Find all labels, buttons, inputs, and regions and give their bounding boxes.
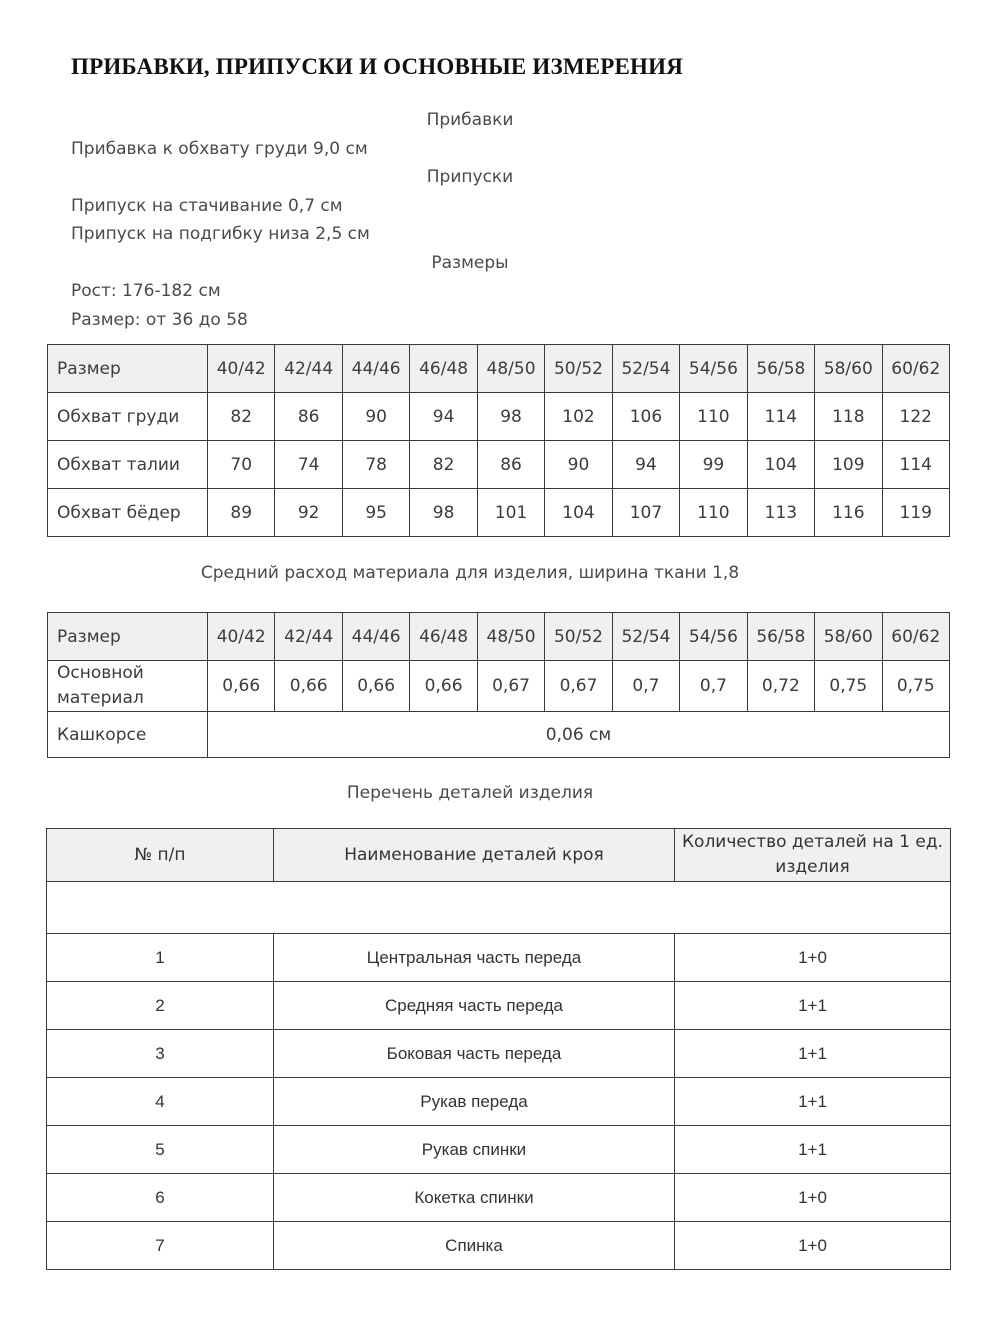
row-label: Обхват бёдер	[48, 489, 208, 537]
size-header-cell: 52/54	[612, 613, 679, 661]
table-row	[47, 1030, 951, 1078]
allowances-heading: Прибавки	[426, 110, 514, 130]
size-header-label: Размер	[48, 345, 208, 393]
table-cell: 86	[477, 441, 544, 489]
table-cell: 104	[545, 489, 612, 537]
table-cell: 102	[545, 393, 612, 441]
table-cell: 122	[882, 393, 949, 441]
table-cell: 113	[747, 489, 814, 537]
row-label: Основной материал	[48, 661, 208, 712]
part-name: Кокетка спинки	[274, 1174, 675, 1222]
table-cell: 94	[410, 393, 477, 441]
part-number: 7	[47, 1222, 274, 1270]
part-number: 3	[47, 1030, 274, 1078]
part-quantity: 1+1	[675, 1030, 951, 1078]
table-row	[47, 1222, 951, 1270]
kashkorse-row	[48, 712, 950, 758]
table-cell: 94	[612, 441, 679, 489]
col-header-name: Наименование деталей кроя	[274, 829, 675, 882]
size-header-cell: 60/62	[882, 613, 949, 661]
table-cell: 78	[342, 441, 409, 489]
table-cell: 70	[208, 441, 275, 489]
table-cell: 0,67	[477, 661, 544, 712]
sizes-heading: Размеры	[431, 253, 509, 273]
size-header-cell: 54/56	[680, 345, 747, 393]
size-header-label: Размер	[48, 613, 208, 661]
size-header-cell: 50/52	[545, 613, 612, 661]
size-header-cell: 48/50	[477, 345, 544, 393]
part-name: Рукав спинки	[274, 1126, 675, 1174]
table-cell: 98	[477, 393, 544, 441]
table-cell: 110	[680, 393, 747, 441]
table-cell: 101	[477, 489, 544, 537]
size-header-cell: 56/58	[747, 345, 814, 393]
size-header-cell: 40/42	[208, 345, 275, 393]
table-cell: 95	[342, 489, 409, 537]
table-cell: 0,75	[815, 661, 882, 712]
table-cell: 119	[882, 489, 949, 537]
table-cell: 0,66	[275, 661, 342, 712]
height-text: Рост: 176-182 см	[71, 281, 221, 301]
hem-seam-text: Припуск на подгибку низа 2,5 см	[71, 224, 370, 244]
size-header-cell: 54/56	[680, 613, 747, 661]
table-cell: 89	[208, 489, 275, 537]
chest-row	[48, 393, 950, 441]
table-cell: 0,66	[208, 661, 275, 712]
size-header-cell: 40/42	[208, 613, 275, 661]
table-cell: 109	[815, 441, 882, 489]
chest-allowance-text: Прибавка к обхвату груди 9,0 см	[71, 139, 368, 159]
part-quantity: 1+1	[675, 1126, 951, 1174]
table-cell: 98	[410, 489, 477, 537]
part-name: Рукав переда	[274, 1078, 675, 1126]
table-cell: 104	[747, 441, 814, 489]
consumption-header-row	[48, 613, 950, 661]
size-header-cell: 46/48	[410, 613, 477, 661]
part-number: 2	[47, 982, 274, 1030]
table-cell: 118	[815, 393, 882, 441]
table-cell: 107	[612, 489, 679, 537]
empty-row	[47, 882, 951, 934]
table-cell: 114	[747, 393, 814, 441]
table-cell: 0,72	[747, 661, 814, 712]
main-material-row	[48, 661, 950, 712]
table-cell: 114	[882, 441, 949, 489]
part-name: Боковая часть переда	[274, 1030, 675, 1078]
table-cell: 110	[680, 489, 747, 537]
table-row	[47, 1174, 951, 1222]
table-cell: 0,7	[612, 661, 679, 712]
seams-heading: Припуски	[426, 167, 514, 187]
table-cell: 90	[342, 393, 409, 441]
col-header-quantity: Количество деталей на 1 ед. изделия	[675, 829, 951, 882]
size-header-cell: 42/44	[275, 345, 342, 393]
table-row	[47, 934, 951, 982]
parts-table	[46, 828, 951, 1270]
size-header-cell: 44/46	[342, 345, 409, 393]
size-header-cell: 56/58	[747, 613, 814, 661]
table-cell: 82	[208, 393, 275, 441]
size-header-cell: 58/60	[815, 613, 882, 661]
table-cell: 74	[275, 441, 342, 489]
size-header-cell: 44/46	[342, 613, 409, 661]
size-header-cell: 58/60	[815, 345, 882, 393]
part-name: Центральная часть переда	[274, 934, 675, 982]
table-cell: 116	[815, 489, 882, 537]
part-number: 6	[47, 1174, 274, 1222]
size-header-cell: 42/44	[275, 613, 342, 661]
waist-row	[48, 441, 950, 489]
part-number: 1	[47, 934, 274, 982]
page-title: ПРИБАВКИ, ПРИПУСКИ И ОСНОВНЫЕ ИЗМЕРЕНИЯ	[71, 54, 684, 79]
parts-caption: Перечень деталей изделия	[346, 783, 594, 803]
size-header-cell: 50/52	[545, 345, 612, 393]
part-quantity: 1+1	[675, 982, 951, 1030]
part-quantity: 1+0	[675, 934, 951, 982]
size-header-cell: 60/62	[882, 345, 949, 393]
table-cell: 0,67	[545, 661, 612, 712]
part-name: Средняя часть переда	[274, 982, 675, 1030]
size-range-text: Размер: от 36 до 58	[71, 310, 248, 330]
hips-row	[48, 489, 950, 537]
size-header-cell: 52/54	[612, 345, 679, 393]
table-cell: 92	[275, 489, 342, 537]
part-quantity: 1+1	[675, 1078, 951, 1126]
size-header-cell: 48/50	[477, 613, 544, 661]
part-name: Спинка	[274, 1222, 675, 1270]
empty-cell	[47, 882, 951, 934]
table-cell: 86	[275, 393, 342, 441]
consumption-table	[47, 612, 950, 758]
table-cell: 82	[410, 441, 477, 489]
table-row	[47, 1126, 951, 1174]
table-row	[47, 982, 951, 1030]
part-quantity: 1+0	[675, 1174, 951, 1222]
table-cell: 0,66	[342, 661, 409, 712]
size-header-cell: 46/48	[410, 345, 477, 393]
row-label: Обхват груди	[48, 393, 208, 441]
measurements-header-row	[48, 345, 950, 393]
consumption-caption: Средний расход материала для изделия, ширина ткани 1,8	[200, 563, 740, 583]
kashkorse-value: 0,06 см	[208, 712, 950, 758]
part-number: 4	[47, 1078, 274, 1126]
table-cell: 0,7	[680, 661, 747, 712]
measurements-table	[47, 344, 950, 537]
table-cell: 106	[612, 393, 679, 441]
table-cell: 90	[545, 441, 612, 489]
table-cell: 99	[680, 441, 747, 489]
part-number: 5	[47, 1126, 274, 1174]
table-cell: 0,66	[410, 661, 477, 712]
parts-header-row	[47, 829, 951, 882]
row-label: Обхват талии	[48, 441, 208, 489]
row-label: Кашкорсе	[48, 712, 208, 758]
col-header-number: № п/п	[47, 829, 274, 882]
table-row	[47, 1078, 951, 1126]
table-cell: 0,75	[882, 661, 949, 712]
stitching-seam-text: Припуск на стачивание 0,7 см	[71, 196, 343, 216]
part-quantity: 1+0	[675, 1222, 951, 1270]
